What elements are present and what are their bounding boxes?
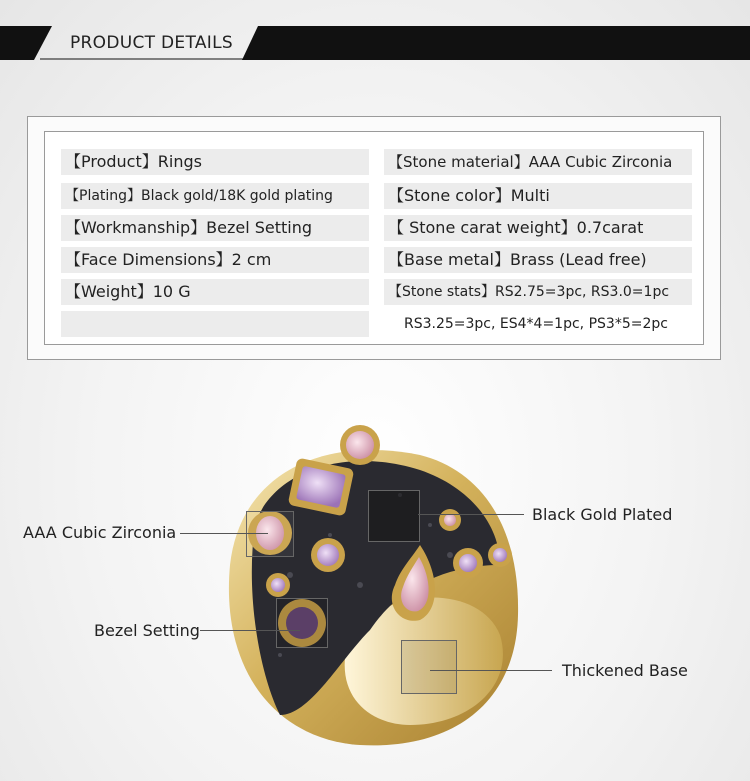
spec-weight: 【Weight】10 G <box>61 279 369 305</box>
callout-bezel-setting: Bezel Setting <box>94 621 200 640</box>
spec-workmanship: 【Workmanship】Bezel Setting <box>61 215 369 241</box>
spec-face-dimensions: 【Face Dimensions】2 cm <box>61 247 369 273</box>
spec-empty <box>61 311 369 337</box>
spec-plating: 【Plating】Black gold/18K gold plating <box>61 183 369 209</box>
header-banner <box>0 26 750 60</box>
bezel-callout-line <box>200 630 300 631</box>
spec-product: 【Product】Rings <box>61 149 369 175</box>
stone-highlight <box>246 511 294 557</box>
plating-callout-line <box>418 514 524 515</box>
callout-black-gold: Black Gold Plated <box>532 505 673 524</box>
spec-stone-carat: 【 Stone carat weight】0.7carat <box>384 215 692 241</box>
spec-panel <box>27 116 721 360</box>
base-highlight <box>401 640 457 694</box>
plating-highlight <box>368 490 420 542</box>
bezel-highlight <box>276 598 328 648</box>
ring-illustration <box>200 415 540 755</box>
spec-stone-stats: 【Stone stats】RS2.75=3pc, RS3.0=1pc <box>384 279 692 305</box>
page-title: PRODUCT DETAILS <box>70 33 233 53</box>
spec-stone-material: 【Stone material】AAA Cubic Zirconia <box>384 149 692 175</box>
spec-base-metal: 【Base metal】Brass (Lead free) <box>384 247 692 273</box>
callout-thickened-base: Thickened Base <box>562 661 688 680</box>
spec-stone-color: 【Stone color】Multi <box>384 183 692 209</box>
base-callout-line <box>430 670 552 671</box>
spec-stone-stats-cont: RS3.25=3pc, ES4*4=1pc, PS3*5=2pc <box>404 316 668 332</box>
callout-cubic-zirconia: AAA Cubic Zirconia <box>23 523 177 542</box>
stone-callout-line <box>180 533 268 534</box>
spec-table <box>44 131 704 345</box>
